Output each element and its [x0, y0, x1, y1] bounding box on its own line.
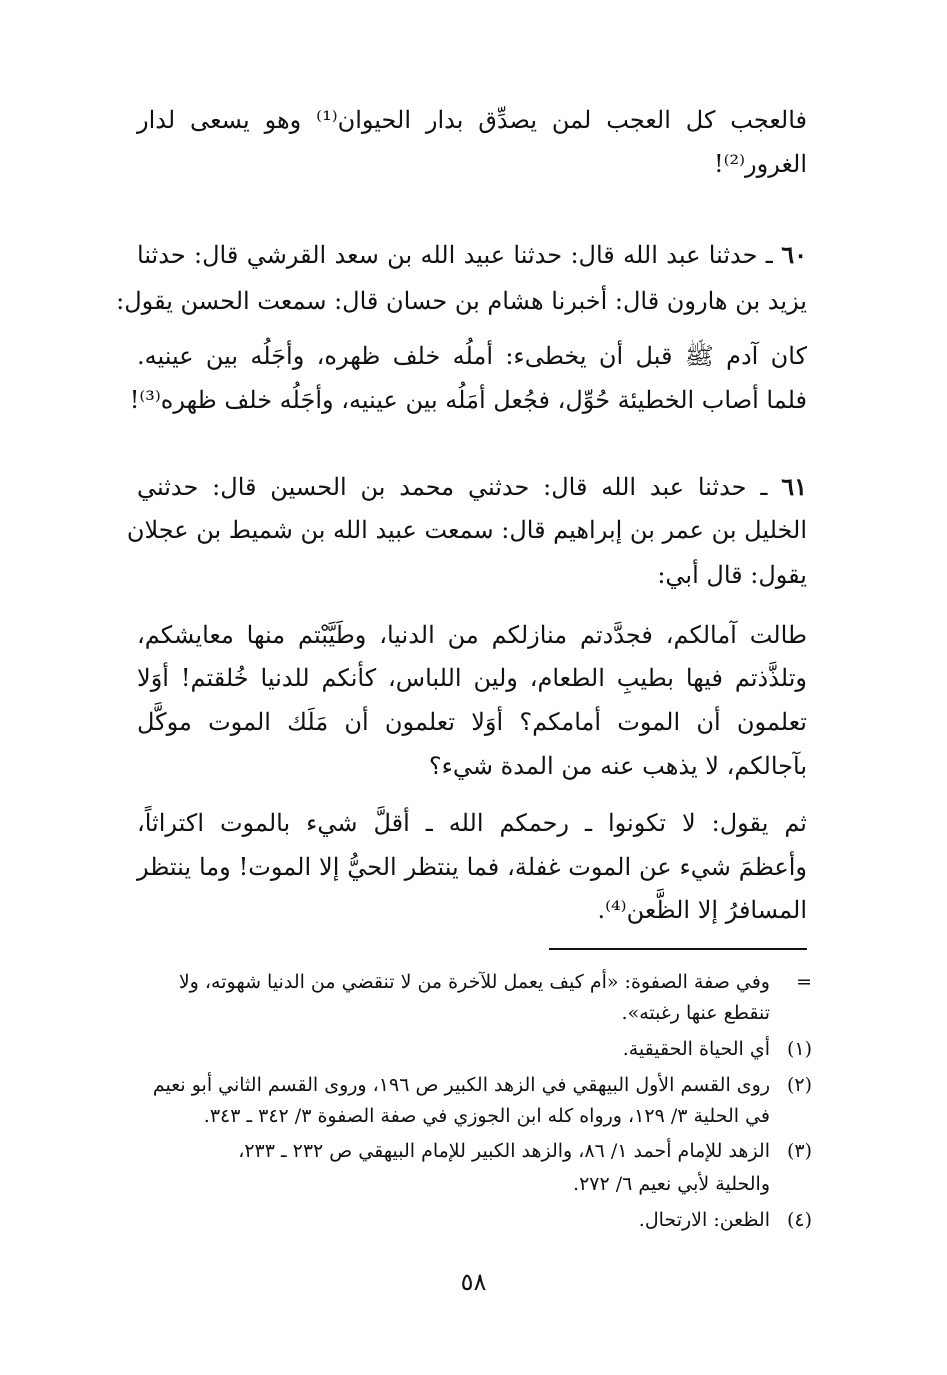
footnote-separator [549, 948, 807, 950]
footnote-mark: (٢) [786, 1074, 812, 1096]
text-line: تعلمون أن الموت أمامكم؟ أوَلا تعلمون أن مَلَك الموت موكَّل [137, 708, 807, 736]
text-line: وأعظمَ شيء عن الموت غفلة، فما ينتظر الحيُّ إلا الموت! وما ينتظر [137, 853, 807, 881]
footnote [137, 1034, 812, 1064]
footnote-mark: = [796, 971, 812, 993]
text-line: المسافرُ إلا الظَّعن⁽⁴⁾. [597, 896, 807, 924]
footnote [137, 1136, 812, 1166]
text-line: ـ حدثنا عبد الله قال: حدثنا عبيد الله بن سعد القرشي قال: حدثنا [137, 241, 773, 269]
text-line: الخليل بن عمر بن إبراهيم قال: سمعت عبيد الله بن شميط بن عجلان [126, 516, 807, 544]
text-line: يقول: قال أبي: [657, 561, 807, 589]
text-line: وتلذَّذتم فيها بطيبِ الطعام، ولين اللباس، كأنكم للدنيا خُلقتم! أوَلا [137, 664, 807, 692]
footnote-text: والحلية لأبي نعيم ٦/ ٢٧٢. [573, 1173, 770, 1195]
footnote-mark: (١) [786, 1038, 812, 1060]
footnote [137, 1205, 812, 1235]
text-line: فالعجب كل العجب لمن يصدِّق بدار الحيوان⁽¹⁾ وهو يسعى لدار [137, 106, 808, 134]
text-line: كان آدم ﷺ قبل أن يخطىء: أملُه خلف ظهره، وأجَلُه بين عينيه. [137, 342, 807, 370]
narration-60-line [137, 233, 807, 277]
text-line: ثم يقول: لا تكونوا ـ رحمكم الله ـ أقلَّ شيء بالموت اكتراثاً، [137, 809, 807, 837]
footnote-mark: (٣) [786, 1140, 812, 1162]
text-line: الغرور⁽²⁾! [713, 150, 807, 178]
footnote-text: الظعن: الارتحال. [638, 1209, 770, 1231]
page-number: ٥٨ [460, 1268, 487, 1296]
footnote-text: في الحلية ٣/ ١٢٩، ورواه كله ابن الجوزي في صفة الصفوة ٣/ ٣٤٢ ـ ٣٤٣. [203, 1105, 770, 1127]
narration-number: ٦٠ [781, 240, 807, 269]
footnote-text: الزهد للإمام أحمد ١/ ٨٦، والزهد الكبير للإمام البيهقي ص ٢٣٢ ـ ٢٣٣، [238, 1140, 770, 1162]
footnote-text: أي الحياة الحقيقية. [622, 1038, 770, 1060]
footnote-mark: (٤) [786, 1209, 812, 1231]
text-line: فلما أصاب الخطيئة حُوِّل، فجُعل أمَلُه بين عينيه، وأجَلُه خلف ظهره⁽³⁾! [129, 386, 807, 414]
narration-61-line [137, 465, 807, 509]
text-line: بآجالكم، لا يذهب عنه من المدة شيء؟ [428, 752, 807, 780]
footnote [137, 967, 812, 997]
text-line: طالت آمالكم، فجدَّدتم منازلكم من الدنيا، وطَيَّبْتم منها معايشكم، [137, 621, 807, 649]
text-line: يزيد بن هارون قال: أخبرنا هشام بن حسان قال: سمعت الحسن يقول: [116, 287, 807, 315]
footnote-text: تنقطع عنها رغبته». [621, 1002, 770, 1024]
footnote-text: روى القسم الأول البيهقي في الزهد الكبير ص ١٩٦، وروى القسم الثاني أبو نعيم [152, 1074, 770, 1096]
narration-number: ٦١ [781, 472, 807, 501]
footnote [137, 1070, 812, 1100]
footnote-text: وفي صفة الصفوة: «أم كيف يعمل للآخرة من لا تنقضي من الدنيا شهوته، ولا [178, 971, 770, 993]
text-line: ـ حدثنا عبد الله قال: حدثني محمد بن الحسين قال: حدثني [137, 473, 768, 501]
